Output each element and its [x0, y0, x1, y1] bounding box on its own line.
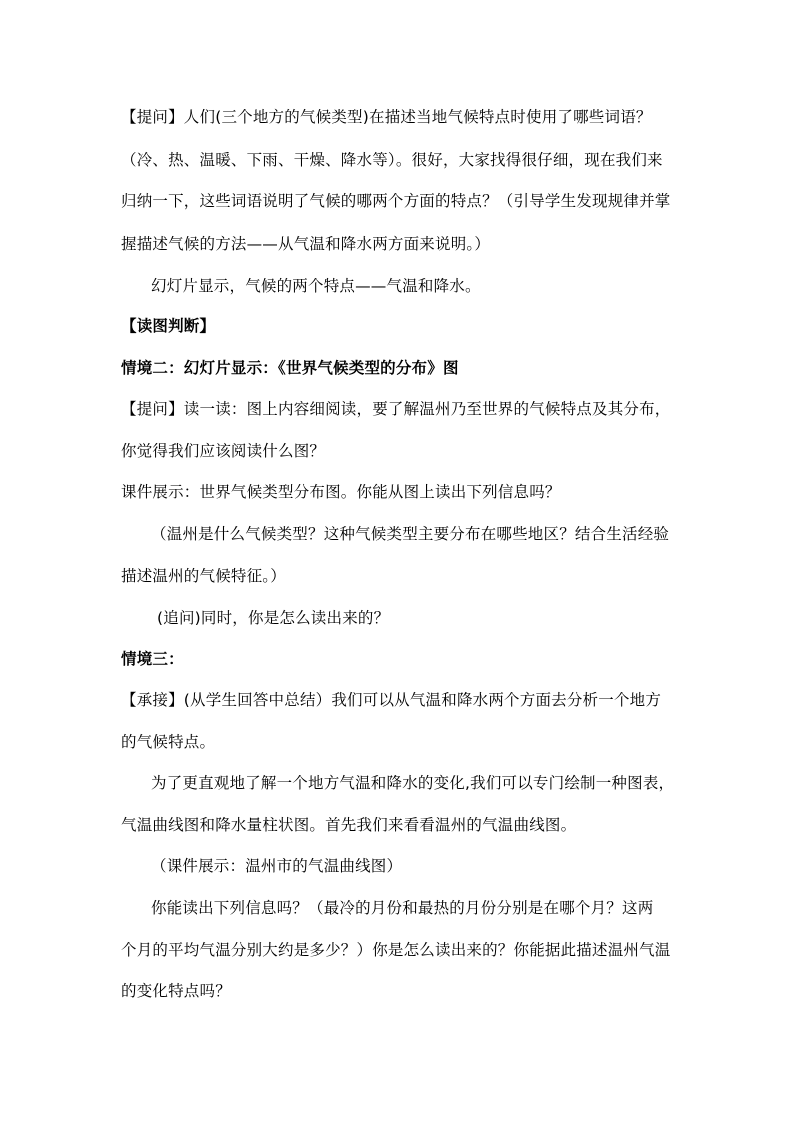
- text-line: （课件展示：温州市的气温曲线图）: [151, 857, 403, 875]
- text-line: 的变化特点吗？: [121, 982, 231, 1000]
- text-line: 你能读出下列信息吗？（最冷的月份和最热的月份分别是在哪个月？这两: [151, 899, 654, 917]
- text-line: 幻灯片显示，气候的两个特点——气温和降水。: [151, 277, 481, 295]
- section-heading: 【读图判断】: [121, 317, 216, 335]
- text-line: 你觉得我们应该阅读什么图？: [121, 442, 326, 460]
- text-line: 的气候特点。: [121, 733, 216, 751]
- text-line: 归纳一下，这些词语说明了气候的哪两个方面的特点？（引导学生发现规律并掌: [121, 192, 671, 210]
- text-line: 握描述气候的方法——从气温和降水两方面来说明。）: [121, 235, 491, 253]
- section-heading: 情境三：: [121, 650, 184, 668]
- text-line: 为了更直观地了解一个地方气温和降水的变化,我们可以专门绘制一种图表，: [151, 774, 675, 792]
- text-line: （冷、热、温暖、下雨、干燥、降水等）。很好，大家找得很仔细，现在我们来: [121, 151, 663, 169]
- text-line: (追问)同时，你是怎么读出来的？: [157, 609, 390, 627]
- text-line: 个月的平均气温分别大约是多少？）你是怎么读出来的？你能据此描述温州气温: [121, 941, 671, 959]
- text-line: 气温曲线图和降水量柱状图。首先我们来看看温州的气温曲线图。: [121, 816, 577, 834]
- text-line: 课件展示：世界气候类型分布图。你能从图上读出下列信息吗？: [121, 483, 561, 501]
- text-line: 【承接】(从学生回答中总结）我们可以从气温和降水两个方面去分析一个地方: [121, 691, 662, 709]
- section-heading: 情境二：幻灯片显示：《世界气候类型的分布》图: [121, 359, 459, 377]
- text-line: 【提问】读一读：图上内容细阅读，要了解温州乃至世界的气候特点及其分布，: [121, 400, 671, 418]
- text-line: 描述温州的气候特征。）: [121, 567, 286, 585]
- text-line: （温州是什么气候类型？这种气候类型主要分布在哪些地区？结合生活经验: [151, 525, 670, 543]
- text-line: 【提问】人们(三个地方的气候类型)在描述当地气候特点时使用了哪些词语？: [121, 108, 652, 126]
